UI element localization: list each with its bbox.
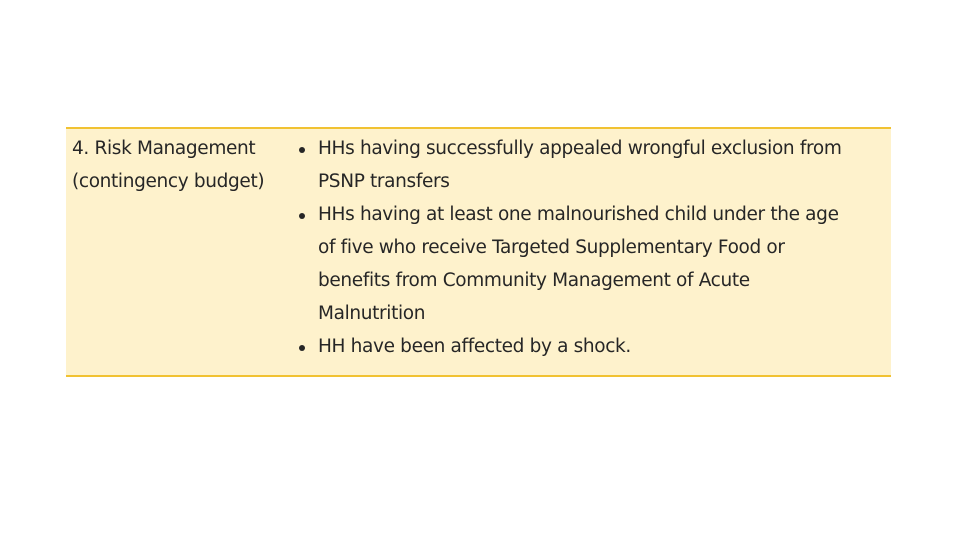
- criteria-line: HH have been affected by a shock.: [318, 336, 631, 357]
- criteria-line: HHs having at least one malnourished child under the age: [318, 204, 839, 225]
- criteria-list: [295, 132, 889, 363]
- bullet-icon: [299, 213, 305, 219]
- list-item: [295, 330, 889, 363]
- criteria-line: benefits from Community Management of Acute: [318, 270, 750, 291]
- category-subtitle: (contingency budget): [72, 171, 265, 192]
- criteria-line: HHs having successfully appealed wrongful exclusion from: [318, 138, 842, 159]
- list-item: [295, 132, 889, 198]
- list-item: [295, 198, 889, 330]
- bullet-icon: [299, 147, 305, 153]
- criteria-line: of five who receive Targeted Supplementary Food or: [318, 237, 785, 258]
- criteria-line: PSNP transfers: [318, 171, 450, 192]
- criteria-line: Malnutrition: [318, 303, 426, 324]
- category-title: 4. Risk Management: [72, 138, 256, 159]
- bullet-icon: [299, 345, 305, 351]
- category-cell: [72, 132, 297, 198]
- targeting-table-row: [66, 127, 891, 377]
